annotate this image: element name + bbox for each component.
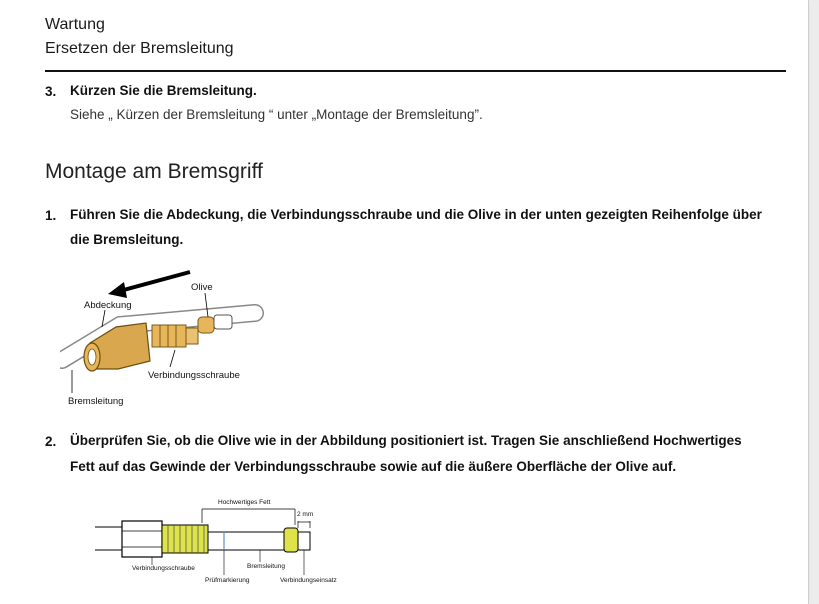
cover-part [84, 323, 150, 371]
header-subsection: Ersetzen der Bremsleitung [45, 40, 234, 57]
grease-thread [162, 525, 208, 553]
figure-olive-position [90, 495, 350, 590]
label-verbindungsschraube: Verbindungsschraube [148, 370, 240, 381]
connecting-bolt-part [152, 325, 198, 347]
label-2mm: 2 mm [297, 511, 314, 518]
label-pruefmarkierung: Prüfmarkierung [205, 577, 250, 584]
step3-title: Kürzen Sie die Bremsleitung. [70, 83, 257, 98]
figure-assembly-order [60, 265, 310, 415]
header-rule [45, 70, 786, 72]
label-verbindungseinsatz: Verbindungseinsatz [280, 577, 337, 584]
label-olive: Olive [191, 282, 213, 293]
olive-greased [284, 528, 298, 552]
step2-line1: Überprüfen Sie, ob die Olive wie in der Abbildung positioniert ist. Tragen Sie anschließend Hochwertiges [70, 433, 742, 448]
olive-part [198, 315, 232, 333]
label-abdeckung: Abdeckung [84, 300, 132, 311]
label-hochwertiges-fett: Hochwertiges Fett [218, 499, 271, 506]
step1-number: 1. [45, 208, 57, 223]
step3-note: Siehe „ Kürzen der Bremsleitung “ unter „Montage der Bremsleitung”. [70, 107, 483, 122]
connecting-bolt-hex [122, 521, 162, 557]
step2-number: 2. [45, 434, 57, 449]
section-title: Montage am Bremsgriff [45, 160, 263, 183]
step1-line1: Führen Sie die Abdeckung, die Verbindungsschraube und die Olive in der unten gezeigten Reihenfolge über [70, 207, 762, 222]
viewer-background [810, 0, 819, 604]
step2-line2: Fett auf das Gewinde der Verbindungsschraube sowie auf die äußere Oberfläche der Olive auf. [70, 459, 677, 474]
connecting-insert [298, 532, 310, 550]
label-bremsleitung-2: Bremsleitung [247, 563, 285, 570]
brake-hose-section [208, 532, 284, 550]
step3-number: 3. [45, 84, 57, 99]
direction-arrow [108, 272, 190, 298]
header-section: Wartung [45, 16, 105, 33]
label-bremsleitung: Bremsleitung [68, 396, 124, 407]
step1-line2: die Bremsleitung. [70, 232, 184, 247]
label-verbindungsschraube-2: Verbindungsschraube [132, 565, 195, 572]
